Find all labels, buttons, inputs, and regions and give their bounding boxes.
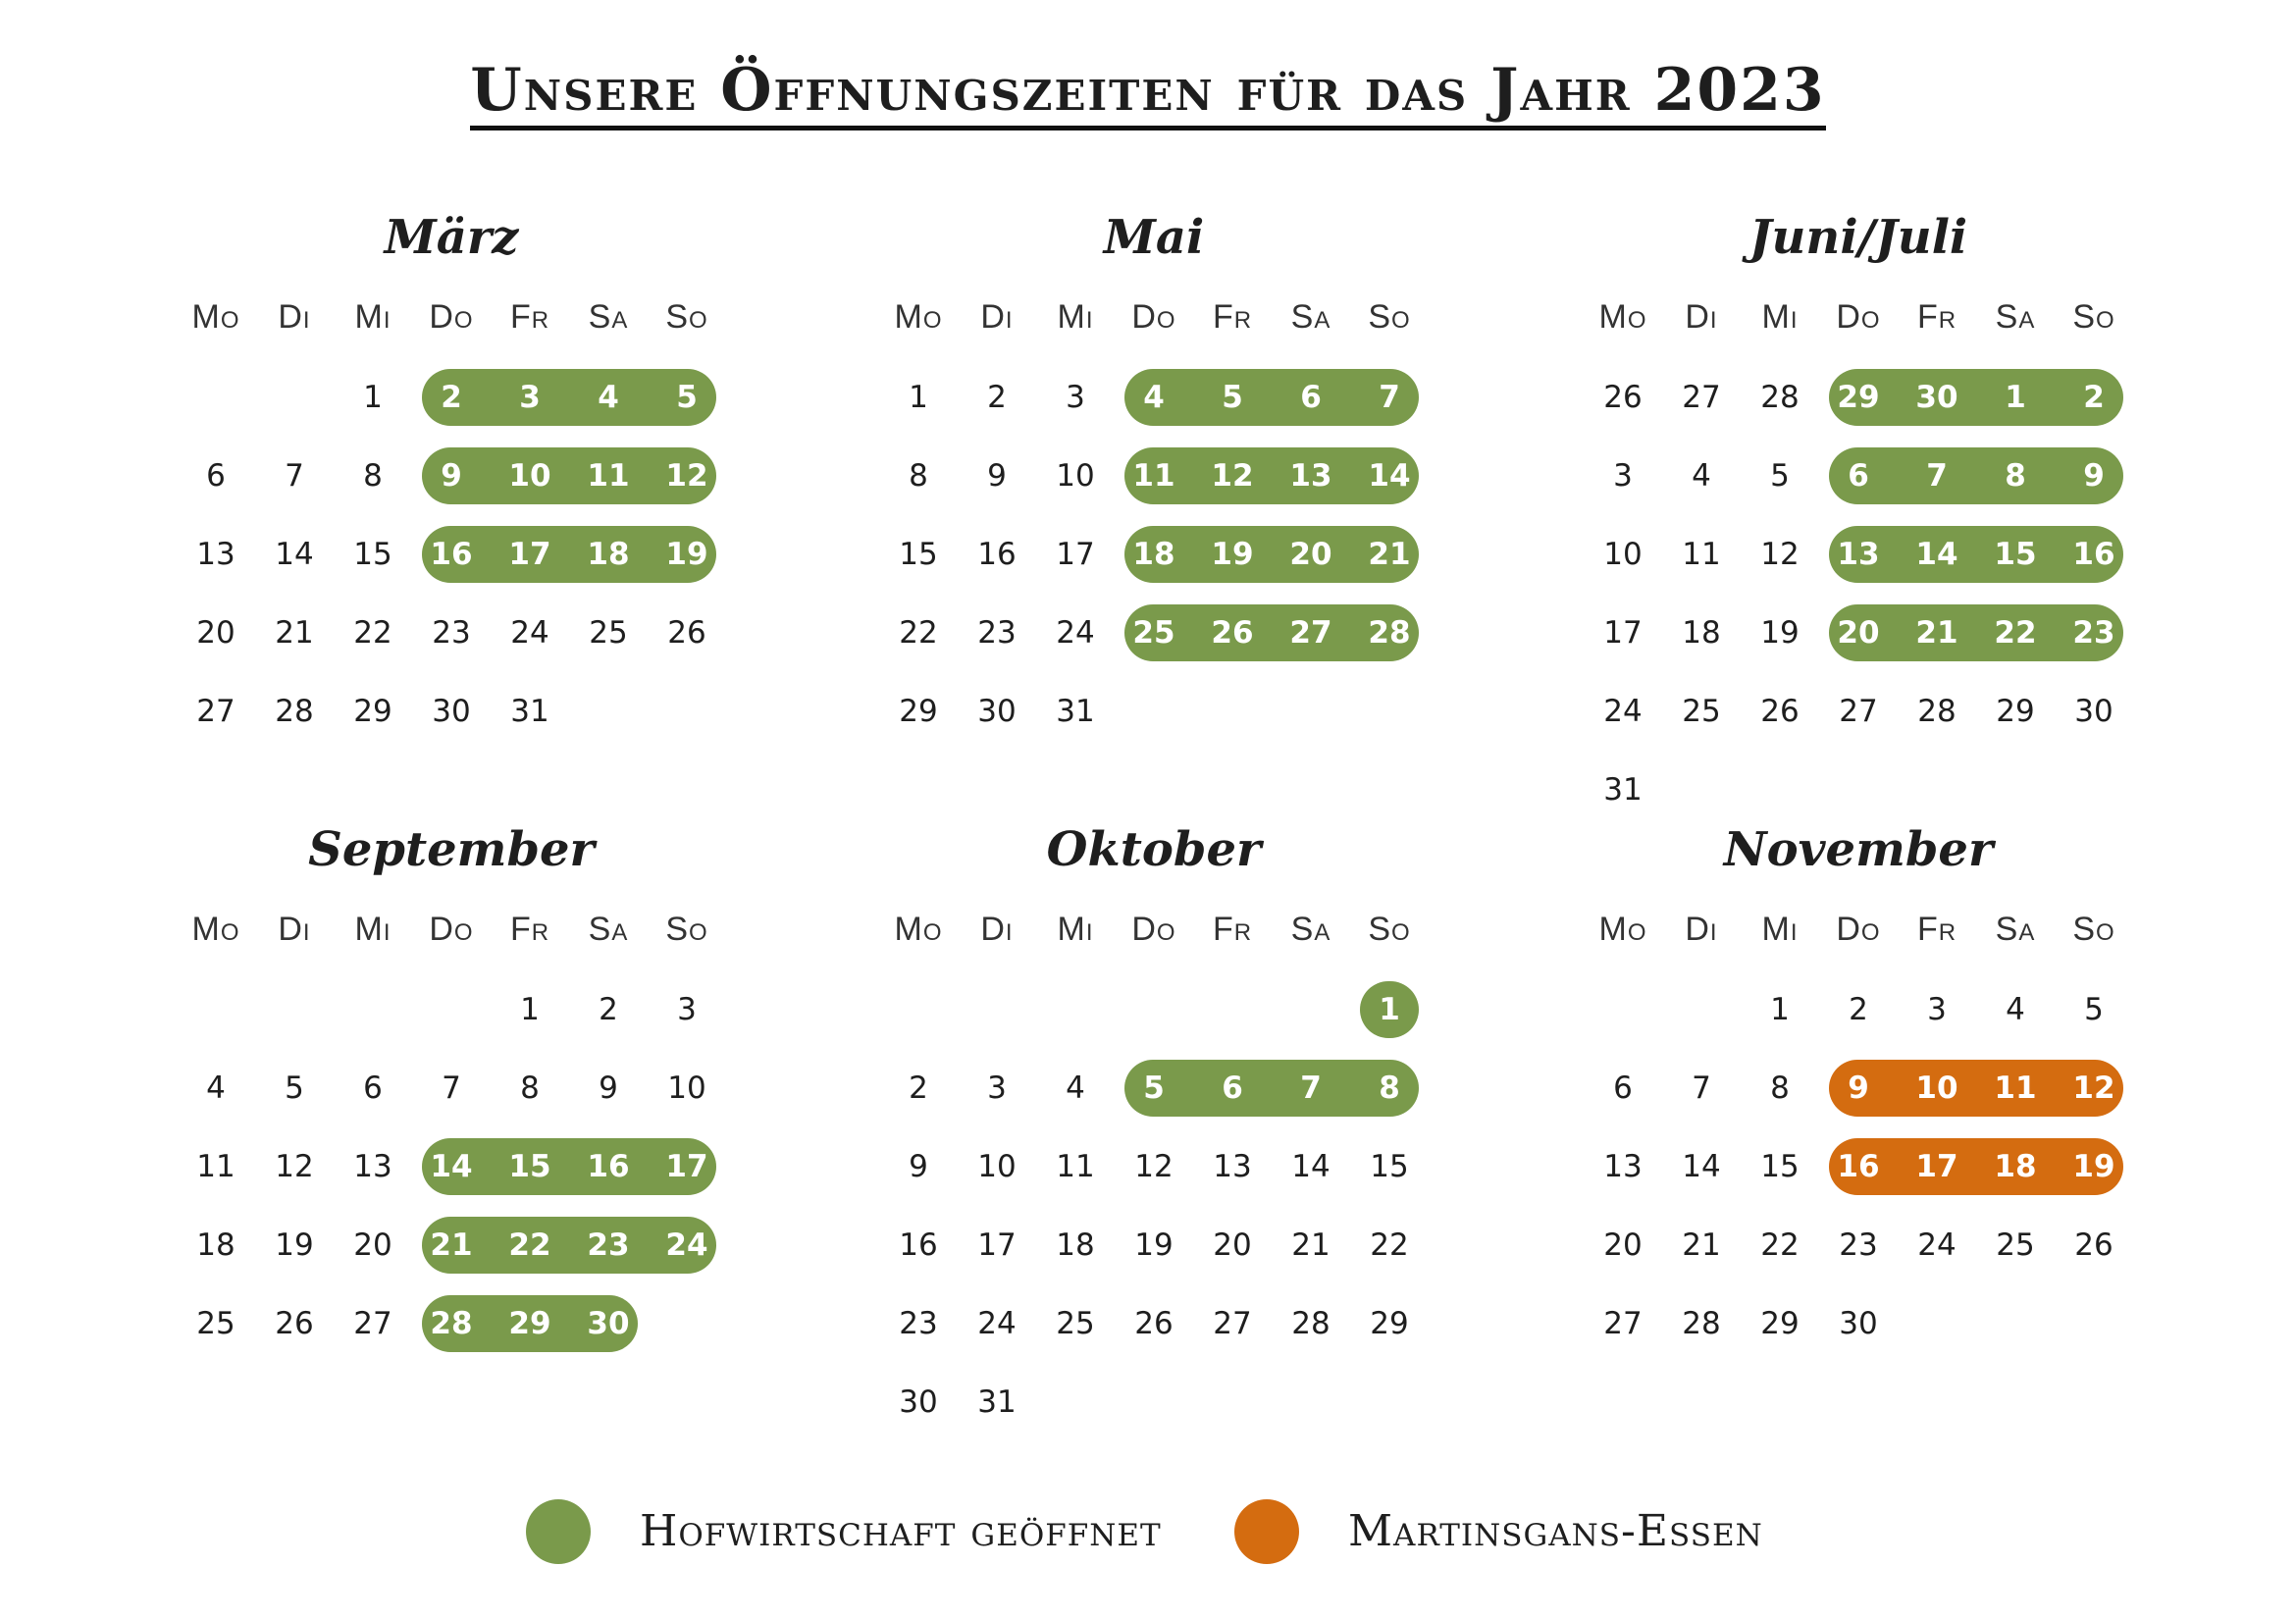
day-cell: 4 [598, 380, 619, 415]
day-cell: 30 [977, 694, 1017, 729]
day-cell: 20 [196, 615, 235, 651]
day-cell: 7 [285, 458, 304, 494]
day-cell: 24 [977, 1306, 1017, 1341]
day-cell: 26 [2074, 1227, 2113, 1263]
day-cell: 8 [2005, 458, 2026, 494]
weekday-header: Sa [588, 298, 629, 336]
day-cell: 23 [587, 1227, 630, 1263]
day-cell: 29 [1760, 1306, 1800, 1341]
month-name: Oktober [1046, 822, 1262, 877]
weekday-header: Do [429, 298, 474, 336]
day-cell: 22 [508, 1227, 551, 1263]
day-cell: 2 [1849, 992, 1868, 1027]
day-cell: 10 [1915, 1071, 1958, 1106]
day-cell: 30 [899, 1384, 938, 1420]
weekday-header: Di [980, 911, 1014, 948]
day-cell: 25 [1682, 694, 1721, 729]
day-cell: 22 [353, 615, 392, 651]
weekday-header: Di [1685, 298, 1718, 336]
day-cell: 11 [196, 1149, 235, 1184]
day-cell: 18 [196, 1227, 235, 1263]
day-cell: 7 [1692, 1071, 1711, 1106]
day-cell: 5 [285, 1071, 304, 1106]
weekday-header: Sa [1995, 298, 2036, 336]
day-cell: 28 [430, 1306, 473, 1341]
day-cell: 24 [510, 615, 549, 651]
day-cell: 30 [1915, 380, 1958, 415]
day-cell: 19 [665, 537, 708, 572]
day-cell: 8 [520, 1071, 540, 1106]
day-cell: 28 [1682, 1306, 1721, 1341]
day-cell: 15 [1994, 537, 2037, 572]
weekday-header: Di [278, 298, 311, 336]
day-cell: 21 [275, 615, 314, 651]
day-cell: 6 [1222, 1071, 1243, 1106]
day-cell: 31 [510, 694, 549, 729]
day-cell: 21 [1291, 1227, 1331, 1263]
day-cell: 16 [587, 1149, 630, 1184]
day-cell: 5 [2084, 992, 2104, 1027]
day-cell: 4 [2006, 992, 2025, 1027]
day-cell: 15 [899, 537, 938, 572]
day-cell: 16 [899, 1227, 938, 1263]
day-cell: 11 [1682, 537, 1721, 572]
day-cell: 3 [1613, 458, 1633, 494]
day-cell: 31 [1603, 772, 1643, 808]
day-cell: 1 [1770, 992, 1790, 1027]
day-cell: 23 [2072, 615, 2115, 651]
legend-dot-martinsgans [1234, 1499, 1299, 1564]
day-cell: 21 [1368, 537, 1411, 572]
weekday-header: So [2072, 298, 2115, 336]
weekday-header: So [2072, 911, 2115, 948]
day-cell: 26 [275, 1306, 314, 1341]
day-cell: 20 [1837, 615, 1880, 651]
day-cell: 19 [275, 1227, 314, 1263]
day-cell: 3 [987, 1071, 1007, 1106]
day-cell: 12 [1211, 458, 1254, 494]
day-cell: 26 [1760, 694, 1800, 729]
weekday-header: So [665, 911, 708, 948]
weekday-header: Mo [191, 298, 240, 336]
day-cell: 20 [1213, 1227, 1252, 1263]
day-cell: 22 [899, 615, 938, 651]
day-cell: 31 [977, 1384, 1017, 1420]
day-cell: 9 [1848, 1071, 1869, 1106]
day-cell: 18 [1682, 615, 1721, 651]
month-name: Juni/Juli [1748, 210, 1968, 265]
weekday-header: Do [429, 911, 474, 948]
weekday-header: Mo [894, 298, 943, 336]
day-cell: 7 [1926, 458, 1948, 494]
day-cell: 12 [665, 458, 708, 494]
weekday-header: Mo [894, 911, 943, 948]
day-cell: 5 [1222, 380, 1243, 415]
day-cell: 20 [1289, 537, 1332, 572]
day-cell: 10 [508, 458, 551, 494]
day-cell: 9 [909, 1149, 928, 1184]
day-cell: 14 [430, 1149, 473, 1184]
legend-label-open: Hofwirtschaft geöffnet [640, 1506, 1162, 1556]
day-cell: 21 [430, 1227, 473, 1263]
day-cell: 20 [353, 1227, 392, 1263]
day-cell: 19 [1760, 615, 1800, 651]
day-cell: 10 [667, 1071, 706, 1106]
day-cell: 22 [1994, 615, 2037, 651]
weekday-header: Mo [1598, 298, 1647, 336]
weekday-header: Fr [1212, 911, 1253, 948]
day-cell: 15 [353, 537, 392, 572]
weekday-header: Di [980, 298, 1014, 336]
day-cell: 22 [1760, 1227, 1800, 1263]
day-cell: 30 [432, 694, 471, 729]
day-cell: 23 [1839, 1227, 1878, 1263]
day-cell: 25 [1996, 1227, 2035, 1263]
day-cell: 11 [1132, 458, 1175, 494]
day-cell: 23 [899, 1306, 938, 1341]
day-cell: 20 [1603, 1227, 1643, 1263]
day-cell: 23 [432, 615, 471, 651]
day-cell: 27 [1839, 694, 1878, 729]
day-cell: 28 [1760, 380, 1800, 415]
weekday-header: Mi [1761, 911, 1799, 948]
day-cell: 1 [909, 380, 928, 415]
day-cell: 3 [519, 380, 541, 415]
day-cell: 1 [520, 992, 540, 1027]
day-cell: 19 [1134, 1227, 1174, 1263]
day-cell: 3 [1927, 992, 1947, 1027]
weekday-header: Fr [1916, 298, 1957, 336]
day-cell: 21 [1682, 1227, 1721, 1263]
day-cell: 5 [676, 380, 698, 415]
day-cell: 5 [1143, 1071, 1165, 1106]
weekday-header: Mo [191, 911, 240, 948]
day-cell: 2 [441, 380, 462, 415]
day-cell: 26 [1211, 615, 1254, 651]
weekday-header: Do [1836, 298, 1881, 336]
weekday-header: Di [278, 911, 311, 948]
day-cell: 6 [206, 458, 226, 494]
weekday-header: Mi [354, 911, 391, 948]
day-cell: 12 [275, 1149, 314, 1184]
day-cell: 1 [2005, 380, 2026, 415]
legend-dot-open [526, 1499, 591, 1564]
weekday-header: So [1368, 298, 1411, 336]
day-cell: 19 [1211, 537, 1254, 572]
month-name: März [384, 210, 519, 265]
day-cell: 21 [1915, 615, 1958, 651]
day-cell: 17 [665, 1149, 708, 1184]
day-cell: 29 [508, 1306, 551, 1341]
day-cell: 27 [353, 1306, 392, 1341]
weekday-header: Mi [1057, 298, 1094, 336]
day-cell: 27 [1289, 615, 1332, 651]
day-cell: 17 [977, 1227, 1017, 1263]
day-cell: 27 [1603, 1306, 1643, 1341]
weekday-header: Do [1836, 911, 1881, 948]
day-cell: 9 [987, 458, 1007, 494]
day-cell: 17 [1603, 615, 1643, 651]
day-cell: 11 [1994, 1071, 2037, 1106]
day-cell: 16 [2072, 537, 2115, 572]
day-cell: 30 [1839, 1306, 1878, 1341]
day-cell: 27 [196, 694, 235, 729]
day-cell: 14 [1915, 537, 1958, 572]
day-cell: 10 [1603, 537, 1643, 572]
day-cell: 5 [1770, 458, 1790, 494]
day-cell: 4 [1692, 458, 1711, 494]
day-cell: 3 [1066, 380, 1085, 415]
day-cell: 4 [1143, 380, 1165, 415]
legend-label-martinsgans: Martinsgans-Essen [1348, 1506, 1763, 1556]
day-cell: 29 [899, 694, 938, 729]
day-cell: 15 [1370, 1149, 1409, 1184]
day-cell: 10 [977, 1149, 1017, 1184]
weekday-header: Sa [1290, 298, 1331, 336]
day-cell: 27 [1213, 1306, 1252, 1341]
day-cell: 6 [1613, 1071, 1633, 1106]
day-cell: 8 [1770, 1071, 1790, 1106]
day-cell: 26 [667, 615, 706, 651]
day-cell: 25 [589, 615, 628, 651]
weekday-header: Sa [1995, 911, 2036, 948]
day-cell: 15 [1760, 1149, 1800, 1184]
day-cell: 2 [599, 992, 618, 1027]
day-cell: 6 [1300, 380, 1322, 415]
day-cell: 13 [1603, 1149, 1643, 1184]
day-cell: 2 [987, 380, 1007, 415]
day-cell: 9 [2083, 458, 2105, 494]
weekday-header: Di [1685, 911, 1718, 948]
day-cell: 28 [275, 694, 314, 729]
day-cell: 4 [1066, 1071, 1085, 1106]
day-cell: 4 [206, 1071, 226, 1106]
day-cell: 30 [2074, 694, 2113, 729]
weekday-header: Do [1131, 911, 1176, 948]
day-cell: 13 [1289, 458, 1332, 494]
day-cell: 13 [196, 537, 235, 572]
day-cell: 13 [1213, 1149, 1252, 1184]
day-cell: 8 [363, 458, 383, 494]
day-cell: 29 [353, 694, 392, 729]
day-cell: 12 [1760, 537, 1800, 572]
day-cell: 15 [508, 1149, 551, 1184]
day-cell: 7 [442, 1071, 461, 1106]
day-cell: 26 [1134, 1306, 1174, 1341]
day-cell: 13 [353, 1149, 392, 1184]
weekday-header: Mo [1598, 911, 1647, 948]
weekday-header: Fr [1212, 298, 1253, 336]
day-cell: 28 [1917, 694, 1957, 729]
day-cell: 24 [1056, 615, 1095, 651]
weekday-header: So [665, 298, 708, 336]
day-cell: 18 [1132, 537, 1175, 572]
day-cell: 12 [1134, 1149, 1174, 1184]
month-name: September [308, 822, 595, 877]
day-cell: 18 [1994, 1149, 2037, 1184]
day-cell: 6 [363, 1071, 383, 1106]
day-cell: 1 [1379, 992, 1400, 1027]
day-cell: 8 [1379, 1071, 1400, 1106]
day-cell: 17 [1056, 537, 1095, 572]
day-cell: 14 [1368, 458, 1411, 494]
day-cell: 24 [665, 1227, 708, 1263]
day-cell: 30 [587, 1306, 630, 1341]
day-cell: 11 [1056, 1149, 1095, 1184]
day-cell: 7 [1379, 380, 1400, 415]
weekday-header: So [1368, 911, 1411, 948]
day-cell: 2 [2083, 380, 2105, 415]
day-cell: 1 [363, 380, 383, 415]
day-cell: 9 [599, 1071, 618, 1106]
day-cell: 29 [1996, 694, 2035, 729]
day-cell: 22 [1370, 1227, 1409, 1263]
month-name: November [1723, 822, 1994, 877]
day-cell: 25 [1056, 1306, 1095, 1341]
day-cell: 29 [1837, 380, 1880, 415]
day-cell: 26 [1603, 380, 1643, 415]
day-cell: 16 [430, 537, 473, 572]
day-cell: 25 [196, 1306, 235, 1341]
day-cell: 29 [1370, 1306, 1409, 1341]
day-cell: 18 [587, 537, 630, 572]
day-cell: 13 [1837, 537, 1880, 572]
day-cell: 25 [1132, 615, 1175, 651]
weekday-header: Sa [1290, 911, 1331, 948]
day-cell: 16 [977, 537, 1017, 572]
day-cell: 14 [275, 537, 314, 572]
day-cell: 16 [1837, 1149, 1880, 1184]
day-cell: 6 [1848, 458, 1869, 494]
weekday-header: Fr [509, 298, 550, 336]
weekday-header: Mi [354, 298, 391, 336]
day-cell: 14 [1291, 1149, 1331, 1184]
day-cell: 23 [977, 615, 1017, 651]
weekday-header: Sa [588, 911, 629, 948]
day-cell: 3 [677, 992, 697, 1027]
day-cell: 31 [1056, 694, 1095, 729]
day-cell: 7 [1300, 1071, 1322, 1106]
month-name: Mai [1103, 210, 1205, 265]
weekday-header: Fr [1916, 911, 1957, 948]
day-cell: 11 [587, 458, 630, 494]
day-cell: 14 [1682, 1149, 1721, 1184]
day-cell: 28 [1291, 1306, 1331, 1341]
weekday-header: Fr [509, 911, 550, 948]
day-cell: 17 [508, 537, 551, 572]
day-cell: 18 [1056, 1227, 1095, 1263]
day-cell: 27 [1682, 380, 1721, 415]
day-cell: 12 [2072, 1071, 2115, 1106]
day-cell: 24 [1603, 694, 1643, 729]
weekday-header: Do [1131, 298, 1176, 336]
day-cell: 9 [441, 458, 462, 494]
day-cell: 19 [2072, 1149, 2115, 1184]
page-title [0, 56, 2296, 131]
weekday-header: Mi [1057, 911, 1094, 948]
day-cell: 28 [1368, 615, 1411, 651]
day-cell: 8 [909, 458, 928, 494]
day-cell: 2 [909, 1071, 928, 1106]
weekday-header: Mi [1761, 298, 1799, 336]
day-cell: 24 [1917, 1227, 1957, 1263]
day-cell: 10 [1056, 458, 1095, 494]
page-title-text: Unsere Öffnungszeiten für das Jahr 2023 [470, 61, 1825, 131]
day-cell: 17 [1915, 1149, 1958, 1184]
